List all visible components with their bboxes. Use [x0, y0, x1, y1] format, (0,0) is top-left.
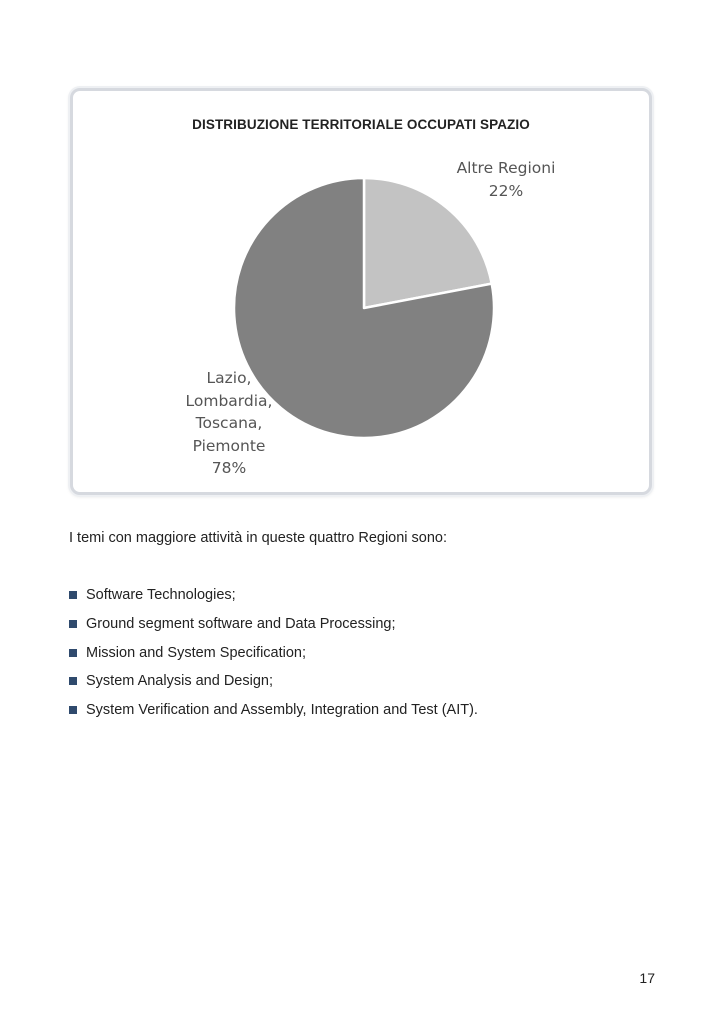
chart-frame [70, 88, 652, 495]
list-item [69, 610, 478, 639]
slice-label-altre-regioni [441, 157, 571, 202]
slice-label-line: Lazio, [206, 369, 252, 387]
chart-title: DISTRIBUZIONE TERRITORIALE OCCUPATI SPAZIO [192, 117, 530, 132]
list-item-text: System Verification and Assembly, Integration and Test (AIT). [86, 702, 478, 719]
list-item-text: Mission and System Specification; [86, 644, 307, 661]
topics-list [69, 581, 478, 724]
slice-label-line: Piemonte [192, 436, 266, 455]
list-item [69, 581, 478, 610]
intro-paragraph: I temi con maggiore attività in queste quattro Regioni sono: [69, 530, 448, 546]
page-number: 17 [639, 970, 655, 986]
slice-label-lazio-lombardia-toscana-piemonte [169, 367, 289, 480]
list-item-text: Software Technologies; [86, 587, 236, 604]
list-item [69, 696, 478, 725]
slice-label-line: Toscana, [195, 414, 263, 432]
list-item [69, 638, 478, 667]
list-item [69, 667, 478, 696]
slice-label-line: 78% [211, 459, 247, 477]
square-bullet-icon [69, 620, 77, 628]
pie-chart [73, 91, 649, 492]
list-item-text: Ground segment software and Data Processing; [86, 616, 396, 633]
slice-label-line: 22% [488, 181, 524, 200]
square-bullet-icon [69, 649, 77, 657]
square-bullet-icon [69, 591, 77, 599]
square-bullet-icon [69, 677, 77, 685]
square-bullet-icon [69, 706, 77, 714]
slice-label-line: Lombardia, [185, 391, 273, 410]
slice-label-line: Altre Regioni [456, 159, 556, 177]
list-item-text: System Analysis and Design; [86, 673, 273, 690]
